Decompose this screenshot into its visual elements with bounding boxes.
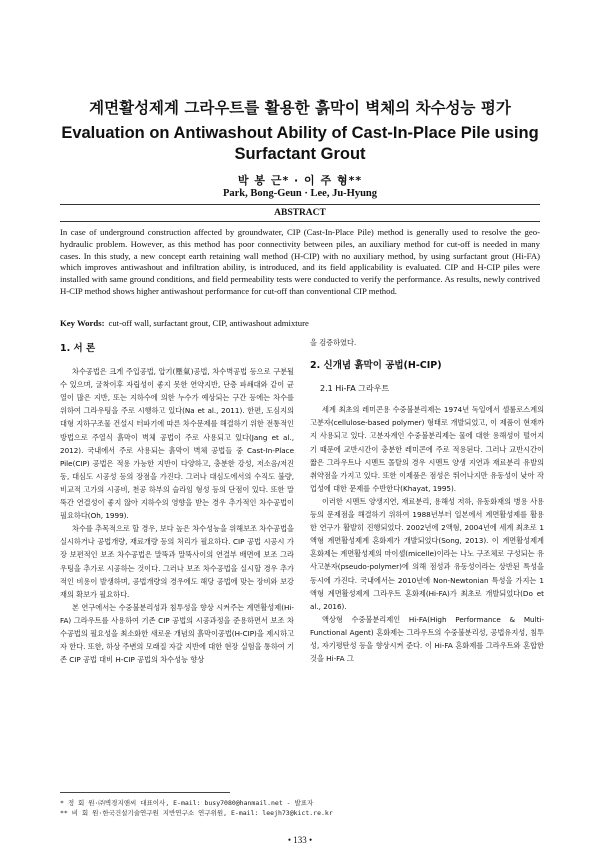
abstract-heading-rule <box>60 221 540 222</box>
abstract-top-rule <box>60 204 540 205</box>
keywords-label: Key Words: <box>60 318 105 328</box>
abstract-text: In case of underground construction affected by groundwater, CIP (Cast-In-Place Pile) method is generally used to resolve the geo-hydraulic problem. However, as this method has poor connectivity between piles, an auxiliary method for cut-off is needed in many cases. In this study, a new concept earth retaining wall method (H-CIP) with no auxiliary method, by using surfactant grout (Hi-FA) which improves antiwashout and infiltration ability, is introduced, and its field applicability is evaluated. CIP and H-CIP piles were installed with same ground conditions, and field permeability tests were conducted to verify the performance. As results, newly contrived H-CIP method shows higher antiwashout performance for cut-off than conventional CIP method. <box>60 227 540 296</box>
left-column <box>60 336 294 666</box>
footnotes <box>60 798 540 818</box>
authors-english: Park, Bong-Geun · Lee, Ju-Hyung <box>222 188 378 199</box>
keywords-text: cut-off wall, surfactant grout, CIP, antiwashout admixture <box>108 318 309 328</box>
right-continued-text: 을 검증하였다. <box>310 338 357 347</box>
abstract-heading: ABSTRACT <box>274 208 326 218</box>
left-paragraph-3: 본 연구에서는 수중불분리성과 침투성을 향상 시켜주는 계면활성제(Hi-FA) 그라우트를 사용하여 기존 CIP 공법의 시공과정을 준용하면서 보조 차수공법의 필요성을 최소화한 새로운 개념의 흙막이공법(H-CIP)을 제시하고자 한다. 또한, 하상 주변의 모래질 자갈 지반에 대한 현장 실험을 통하여 기존 CIP 공법 대비 H-CIP 공법의 차수성능 향상 <box>60 602 294 665</box>
right-column <box>310 336 544 665</box>
authors-korean: 박 봉 근* · 이 주 형** <box>237 174 363 187</box>
left-paragraph-2: 차수를 추목적으로 할 경우, 보다 높은 차수성능을 위해보조 차수공법을 실시하거나 공법개량, 재료개량 등의 처리가 필요하다. CIP 공법 시공시 가장 보편적인 보조 차수공법은 말뚝과 말뚝사이의 연결부 배면에 보조 그라우팅을 추가로 시공하는 것이다. 그러나 보조 차수공법을 실시할 경우 추가적인 비용이 발생하며, 공법개량의 경우에도 해당 공법에 맞는 장비와 보강재의 확보가 필요하다. <box>60 524 294 599</box>
right-paragraph-2: 이러한 시멘트 양생지연, 재료분리, 용해성 저하, 유동화재의 병용 사용 등의 문제점을 해결하기 위하여 1988년부터 일본에서 계면활성제를 활용한 연구가 활발히 진행되었다. 2002년에 2액형, 2004년에 세계 최초로 1액형 계면활성제계 혼화제가 개발되었다(Song, 2013). 이 계면활성제계 혼화제는 계면활성제의 마이셀(micelle)이라는 나노 구조체로 구성되는 유사고분자(pseudo-polymer)에 의해 점성과 유동성이라는 상반된 특성을 동시에 가진다. 국내에서는 2010년에 Non-Newtonian 특성을 가지는 1액형 계면활성제계 그라우트 혼화제(Hi-FA)가 최초로 개발되었다(Do et al., 2016). <box>310 496 544 611</box>
right-paragraph-1: 세계 최초의 레미콘용 수중불분리제는 1974년 독일에서 셀룰로스계의 고분자(cellulose-based polymer) 형태로 개발되었고, 이 제품이 현재까지 사용되고 있다. 고분자계인 수중불분리제는 물에 대한 용해성이 떨어지기 때문에 교반시간이 충분한 레미콘에 주로 적용된다. 그러나 교반시간이 짧은 그라우트나 시멘트 몰탈의 경우 시멘트 양생 지연과 재료분리 유발의 취약점을 가지고 있다. 또한 이제품은 점성은 뛰어나지만 유동성이 낮아 작업성에 대한 문제를 수반한다(Khayat, 1995). <box>310 405 544 493</box>
footnote-1: * 정 회 원·㈜벽경지앤씨 대표이사, E-mail: busy7080@hanmail.net - 발표자 <box>60 799 314 807</box>
page-number: • 133 • <box>287 835 313 845</box>
right-paragraph-3: 액상형 수중불분리제인 Hi-FA(High Performance & Multi-Functional Agent) 혼화제는 그라우트의 수중불분리성, 공법유지성, 침투성, 자기평탄성 등을 향상시켜 준다. 이 Hi-FA 혼화제를 그라우트와 혼합한 것을 Hi-FA 그 <box>310 614 544 664</box>
title-english: Evaluation on Antiwashout Ability of Cast-In-Place Pile using Surfactant Grout <box>61 124 539 163</box>
footnote-rule <box>60 792 230 793</box>
section-1-heading: 1. 서 론 <box>60 343 96 354</box>
footnote-2: ** 비 회 원·한국건설기술연구원 지반연구소 연구위원, E-mail: leejh73@kict.re.kr <box>60 809 333 817</box>
title-korean: 계면활성제계 그라우트를 활용한 흙막이 벽체의 차수성능 평가 <box>89 99 511 117</box>
left-paragraph-1: 차수공법은 크게 주입공법, 압기(壓氣)공법, 차수벽공법 등으로 구분될 수 있으며, 굴착이후 자립성이 좋지 못한 연약지반, 단층 파쇄대와 같이 균열이 많은 지반, 또는 지하수에 의한 누수가 예상되는 구간 등에는 차수를 위하여 그라우팅을 주로 시행하고 있다(Na et al., 2011). 한편, 도심지의 대형 지하구조물 건설시 터파기에 따른 차수문제를 해결하기 위한 전통적인 방법으로 주열식 흙막이 벽체 공법이 주로 사용되고 있다(Jang et al., 2012). 국내에서 주로 사용되는 흙막이 벽체 공법들 중 Cast-In-Place Pile(CIP) 공법은 적용 가능한 지반이 다양하고, 충분한 강성, 저소음/저진동, 대심도 시공성 등의 장점을 가진다. 그러나 대심도에서의 수직도 불량, 비교적 고가의 시공비, 천공 하부의 슬라임 형성 등의 단점이 있다. 또한 말뚝간 연결성이 좋지 않아 지하수의 영향을 받는 경우 추가적인 차수공법이 필요하다(Oh, 1999). <box>60 367 294 521</box>
keywords <box>60 318 540 328</box>
section-2-heading: 2. 신개념 흙막이 공법(H-CIP) <box>310 360 442 372</box>
subsection-2-1-heading: 2.1 Hi-FA 그라우트 <box>320 384 390 394</box>
